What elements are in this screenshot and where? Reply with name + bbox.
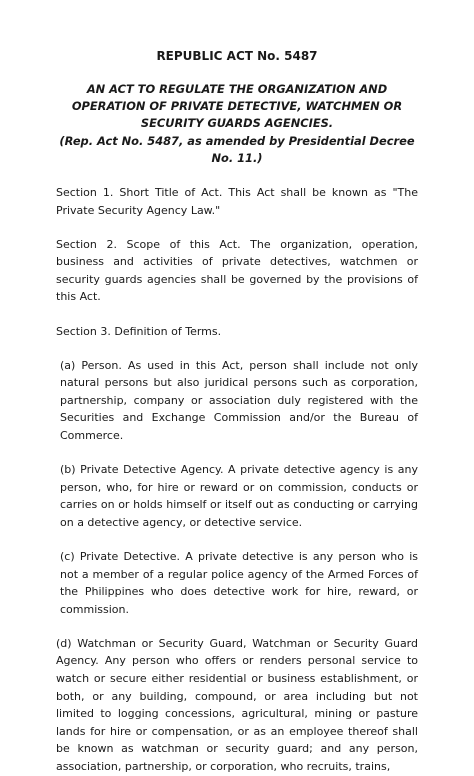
act-subheading: (Rep. Act No. 5487, as amended by Presidential Decree No. 11.) (59, 133, 415, 165)
document-body (56, 48, 418, 776)
act-heading: AN ACT TO REGULATE THE ORGANIZATION AND OPERATION OF PRIVATE DETECTIVE, WATCHMEN OR SECURITY GUARDS AGENCIES. (71, 82, 403, 131)
document-title: REPUBLIC ACT No. 5487 (156, 49, 318, 63)
definition-d-paragraph: (d) Watchman or Security Guard, Watchman or Security Guard Agency. Any person who offers or renders personal service to watch or secure either residential or business establishment, or both, or any building, compound, or area including but not limited to logging concessions, agricultural, mining or pasture lands for hire or compensation, or as an employee thereof shall be known as watchman or security guard; and any person, association, partnership, or corporation, who recruits, trains, (56, 636, 418, 774)
section-2-paragraph: Section 2. Scope of this Act. The organization, operation, business and activities of private detectives, watchmen or security guards agencies shall be governed by the provisions of this Act. (56, 237, 418, 304)
definition-b-paragraph: (b) Private Detective Agency. A private detective agency is any person, who, for hire or reward or on commission, conducts or carries on or holds himself or itself out as conducting or carrying on a detective agency, or detective service. (60, 463, 418, 529)
definition-a-paragraph: (a) Person. As used in this Act, person shall include not only natural persons but also juridical persons such as corporation, partnership, company or association duly registered with the Securities and Exchange Commission and/or the Bureau of Commerce. (60, 358, 418, 443)
section-3-heading: Section 3. Definition of Terms. (56, 324, 222, 338)
section-1-paragraph: Section 1. Short Title of Act. This Act shall be known as "The Private Security Agency Law." (56, 186, 418, 217)
definition-c-paragraph: (c) Private Detective. A private detective is any person who is not a member of a regular police agency of the Armed Forces of the Philippines who does detective work for hire, reward, or commission. (60, 550, 418, 616)
